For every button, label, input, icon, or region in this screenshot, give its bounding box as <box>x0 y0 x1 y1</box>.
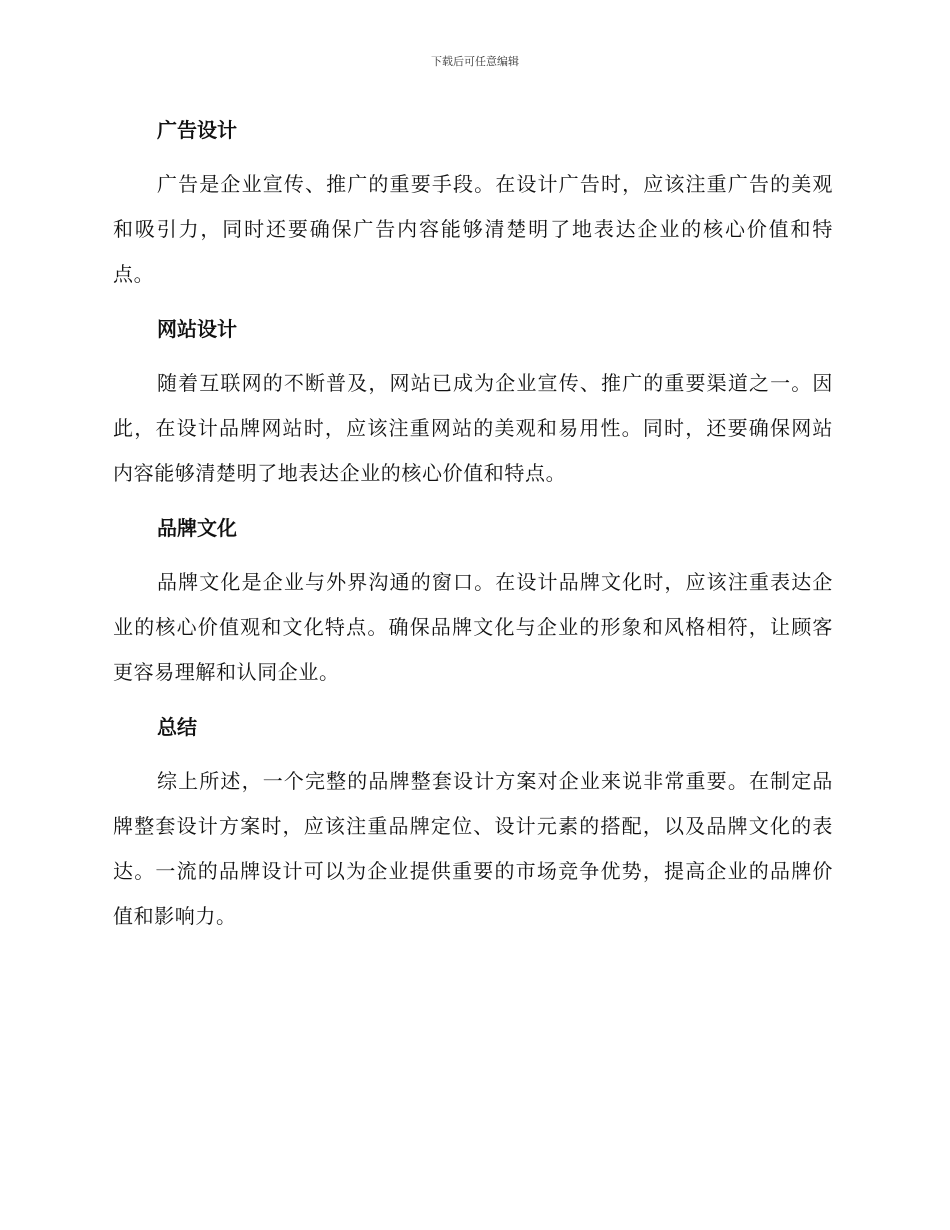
section-summary <box>113 709 833 939</box>
section-heading: 品牌文化 <box>157 516 237 540</box>
section-heading: 广告设计 <box>157 118 237 142</box>
page-header-note: 下载后可任意编辑 <box>431 55 519 68</box>
section-heading: 网站设计 <box>157 317 237 341</box>
section-website-design <box>113 311 833 496</box>
section-paragraph: 随着互联网的不断普及，网站已成为企业宣传、推广的重要渠道之一。因此，在设计品牌网站时，应该注重网站的美观和易用性。同时，还要确保网站内容能够清楚明了地表达企业的核心价值和特点。 <box>113 371 833 485</box>
section-paragraph: 综上所述，一个完整的品牌整套设计方案对企业来说非常重要。在制定品牌整套设计方案时，应该注重品牌定位、设计元素的搭配，以及品牌文化的表达。一流的品牌设计可以为企业提供重要的市场竞争优势，提高企业的品牌价值和影响力。 <box>113 769 833 928</box>
section-ad-design <box>113 112 833 297</box>
section-paragraph: 广告是企业宣传、推广的重要手段。在设计广告时，应该注重广告的美观和吸引力，同时还要确保广告内容能够清楚明了地表达企业的核心价值和特点。 <box>113 172 833 286</box>
section-paragraph: 品牌文化是企业与外界沟通的窗口。在设计品牌文化时，应该注重表达企业的核心价值观和文化特点。确保品牌文化与企业的形象和风格相符，让顾客更容易理解和认同企业。 <box>113 570 833 684</box>
section-heading: 总结 <box>157 715 197 739</box>
document-content <box>113 112 833 953</box>
section-brand-culture <box>113 510 833 695</box>
